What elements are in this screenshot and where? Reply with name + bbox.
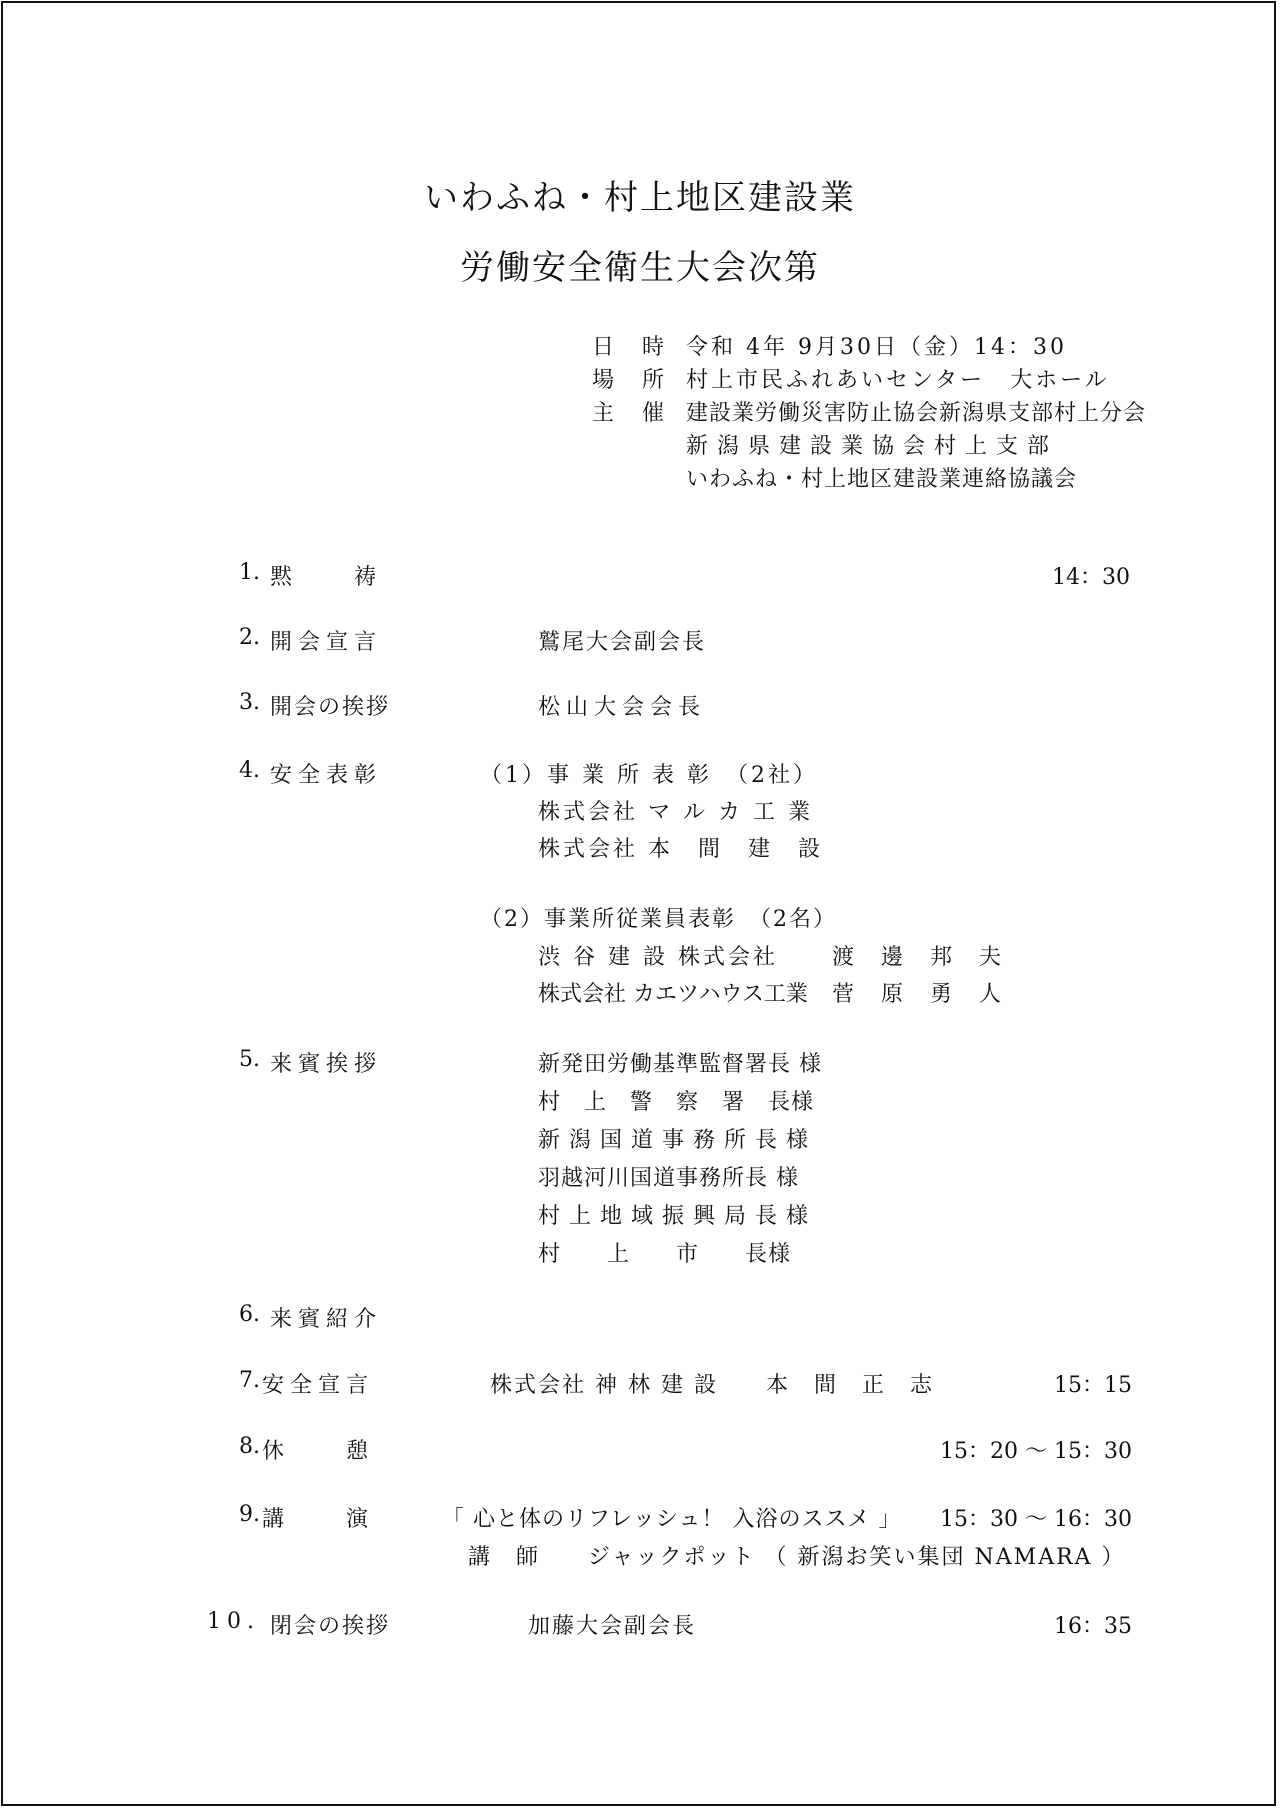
award-company: 株式会社 マ ル カ 工 業	[538, 800, 813, 825]
item-label: 安全表彰	[270, 763, 383, 788]
item-number: 5.	[239, 1047, 260, 1072]
place-label: 場 所	[592, 368, 668, 393]
item-number: 4.	[239, 758, 260, 783]
place-value: 村上市民ふれあいセンター 大ホール	[686, 368, 1110, 393]
item-number: 9.	[239, 1502, 260, 1527]
item-label: 来賓紹介	[270, 1307, 383, 1332]
item-time: 14：30	[1052, 565, 1130, 590]
host-line-1: 建設業労働災害防止協会新潟県支部村上分会	[686, 401, 1147, 426]
host-line-3: いわふね・村上地区建設業連絡協議会	[686, 467, 1078, 492]
item-label: 休 憩	[262, 1439, 375, 1464]
award-employee-name: 菅 原 勇 人	[832, 982, 1011, 1007]
item-label: 開会宣言	[270, 630, 383, 655]
item-number: 1.	[239, 560, 260, 585]
guest-line: 新発田労働基準監督署長 様	[538, 1052, 822, 1077]
lecture-title: 「 心と体のリフレッシュ！ 入浴のススメ 」	[442, 1507, 902, 1532]
item-detail: 加藤大会副会長	[528, 1614, 697, 1639]
award-heading-1: （1）事 業 所 表 彰 （2社）	[480, 763, 818, 788]
item-number: 10.	[207, 1609, 260, 1634]
item-time: 15：30 〜 16：30	[940, 1507, 1132, 1532]
item-label: 閉会の挨拶	[270, 1614, 391, 1639]
award-employee-company: 渋 谷 建 設 株式会社	[538, 945, 778, 970]
award-company: 株式会社 本 間 建 設	[538, 837, 823, 862]
item-time: 15：20 〜 15：30	[940, 1439, 1132, 1464]
item-number: 8.	[239, 1434, 260, 1459]
award-employee-company: 株式会社 カエツハウス工業	[538, 982, 808, 1007]
item-number: 3.	[239, 690, 260, 715]
item-time: 16：35	[1054, 1614, 1132, 1639]
item-number: 6.	[239, 1302, 260, 1327]
host-label: 主 催	[592, 401, 668, 426]
guest-line: 村 上 市 長様	[538, 1242, 792, 1267]
datetime-value: 令和 4年 9月30日（金）14：30	[686, 335, 1067, 360]
item-number: 2.	[239, 625, 260, 650]
item-detail: 株式会社 神 林 建 設 本 間 正 志	[490, 1373, 934, 1398]
host-line-2: 新 潟 県 建 設 業 協 会 村 上 支 部	[686, 434, 1050, 459]
document-title-line1: いわふね・村上地区建設業	[424, 178, 856, 218]
award-heading-2: （2）事業所従業員表彰 （2名）	[480, 907, 837, 932]
item-time: 15：15	[1054, 1373, 1132, 1398]
item-label: 来賓挨拶	[270, 1052, 383, 1077]
guest-line: 村 上 警 察 署 長様	[538, 1090, 815, 1115]
item-detail: 松山大会会長	[538, 695, 707, 720]
item-label: 黙 祷	[270, 565, 383, 590]
item-label: 開会の挨拶	[270, 695, 391, 720]
item-detail: 鷲尾大会副会長	[538, 630, 707, 655]
guest-line: 羽越河川国道事務所長 様	[538, 1166, 799, 1191]
item-number: 7.	[239, 1368, 260, 1393]
lecturer: 講 師 ジャックポット （ 新潟お笑い集団 NAMARA ）	[468, 1545, 1126, 1570]
item-label: 講 演	[262, 1507, 375, 1532]
award-employee-name: 渡 邊 邦 夫	[832, 945, 1011, 970]
datetime-label: 日 時	[592, 335, 668, 360]
item-label: 安全宣言	[262, 1373, 375, 1398]
guest-line: 新 潟 国 道 事 務 所 長 様	[538, 1128, 809, 1153]
document-title-line2: 労働安全衛生大会次第	[460, 248, 820, 288]
guest-line: 村 上 地 域 振 興 局 長 様	[538, 1204, 809, 1229]
